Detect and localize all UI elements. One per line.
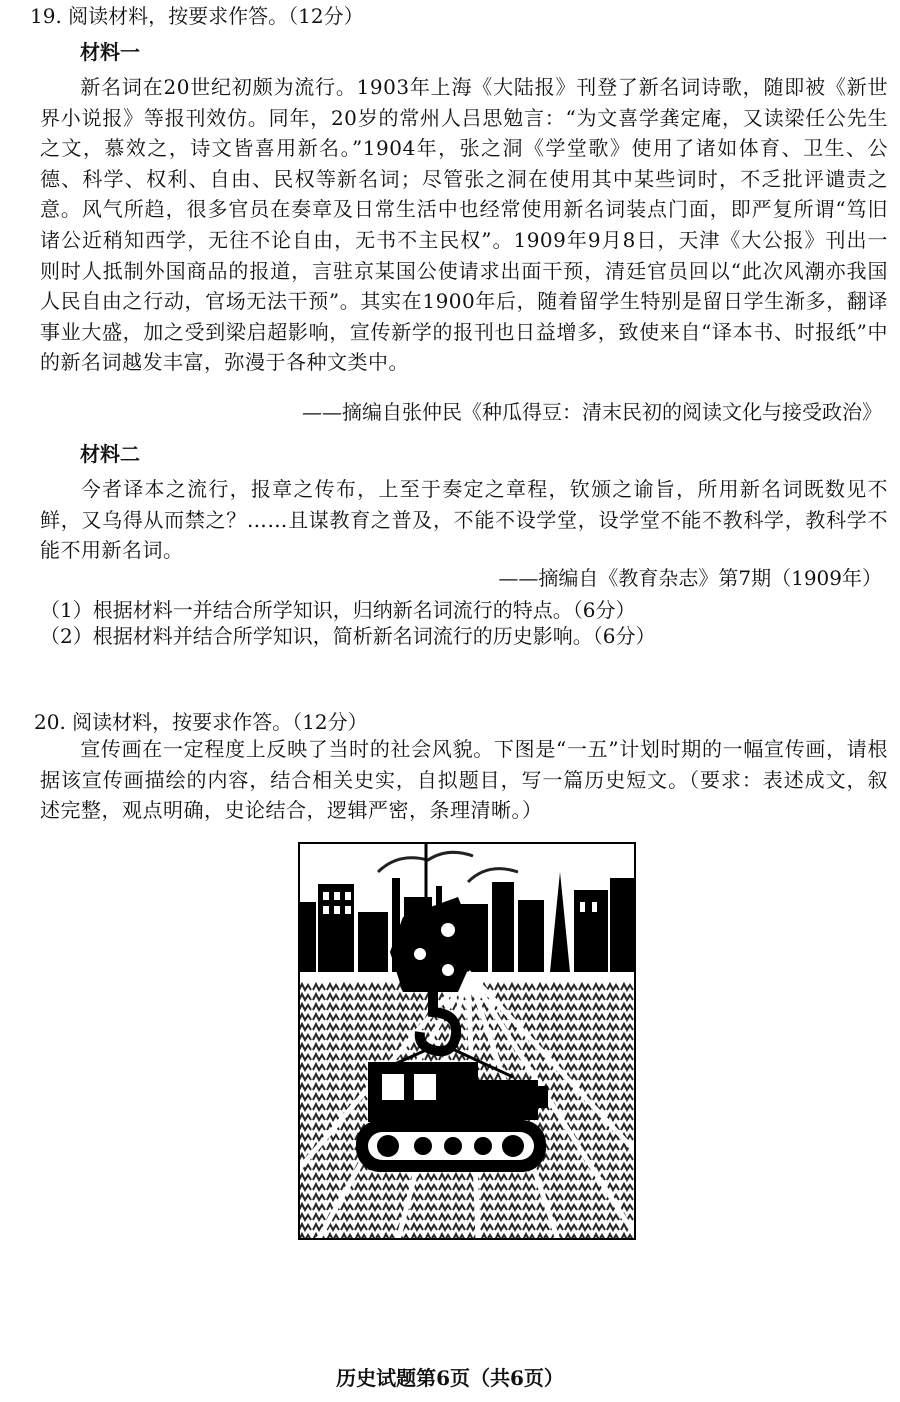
question-20-title: 20. 阅读材料，按要求作答。（12分） <box>34 710 368 734</box>
page-footer: 历史试题第6页（共6页） <box>336 1366 564 1390</box>
material-2-title: 材料二 <box>80 442 140 466</box>
propaganda-poster-image <box>298 842 636 1240</box>
question-19-sub-1: （1）根据材料一并结合所学知识，归纳新名词流行的特点。（6分） <box>40 598 636 622</box>
material-1-text <box>40 72 888 378</box>
question-20-text <box>40 734 888 826</box>
material-1-title: 材料一 <box>80 40 140 64</box>
question-19-title: 19. 阅读材料，按要求作答。（12分） <box>30 4 364 28</box>
material-1-body: 新名词在20世纪初颇为流行。1903年上海《大陆报》刊登了新名词诗歌，随即被《新世界小说报》等报刊效仿。同年，20岁的常州人吕思勉言：“为文喜学龚定庵，又读梁任公先生之文，慕效之，诗文皆喜用新名。”1904年，张之洞《学堂歌》使用了诸如体育、卫生、公德、科学、权利、自由、民权等新名词；尽管张之洞在使用其中某些词时，不乏批评谴责之意。风气所趋，很多官员在奏章及日常生活中也经常使用新名词装点门面，即严复所谓“笃旧诸公近稍知西学，无往不论自由，无书不主民权”。1909年9月8日，天津《大公报》刊出一则时人抵制外国商品的报道，言驻京某国公使请求出面干预，清廷官员回以“此次风潮亦我国人民自由之行动，官场无法干预”。其实在1900年后，随着留学生特别是留日学生渐多，翻译事业大盛，加之受到梁启超影响，宣传新学的报刊也日益增多，致使来自“译本书、时报纸”中的新名词越发丰富，弥漫于各种文类中。 <box>40 75 888 375</box>
question-20-body: 宣传画在一定程度上反映了当时的社会风貌。下图是“一五”计划时期的一幅宣传画，请根据该宣传画描绘的内容，结合相关史实，自拟题目，写一篇历史短文。（要求：表述成文，叙述完整，观点明确，史论结合，逻辑严密，条理清晰。） <box>40 737 888 823</box>
material-2-source: ——摘编自《教育杂志》第7期（1909年） <box>498 566 882 590</box>
material-1-source: ——摘编自张仲民《种瓜得豆：清末民初的阅读文化与接受政治》 <box>302 400 882 424</box>
material-2-text <box>40 474 888 566</box>
question-19-sub-2: （2）根据材料并结合所学知识，简析新名词流行的历史影响。（6分） <box>40 624 656 648</box>
material-2-body: 今者译本之流行，报章之传布，上至于奏定之章程，钦颁之谕旨，所用新名词既数见不鲜，又乌得从而禁之？……且谋教育之普及，不能不设学堂，设学堂不能不教科学，教科学不能不用新名词。 <box>40 477 888 563</box>
